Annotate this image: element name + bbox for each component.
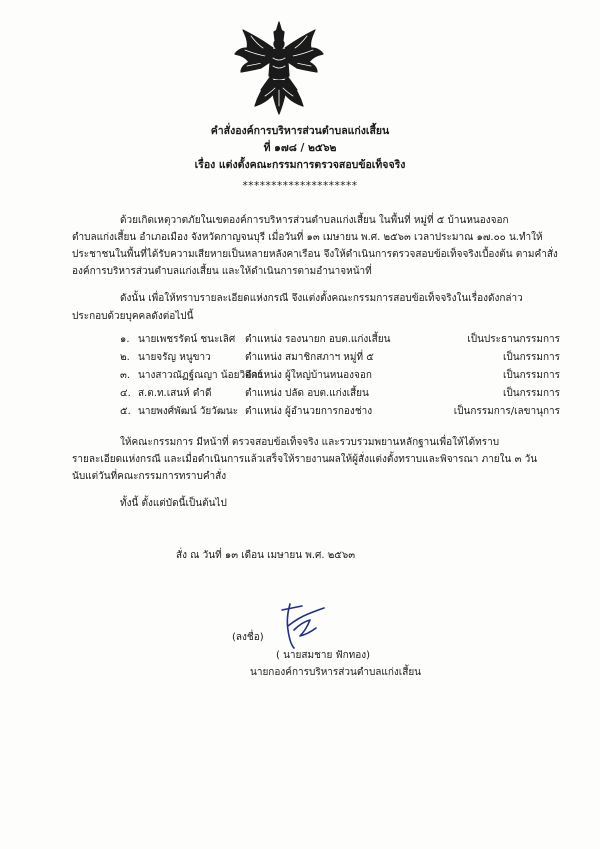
member-position: ตำแหน่ง ปลัด อบต.แก่งเสี้ยน: [245, 388, 369, 399]
paragraph-1-line-1: ด้วยเกิดเหตุวาตภัยในเขตองค์การบริหารส่วนตำบลแก่งเสี้ยน ในพื้นที่ หมู่ที่ ๕ บ้านหนองจอก: [120, 215, 509, 226]
signed-label: (ลงชื่อ): [232, 632, 264, 643]
signer-name: ( นายสมชาย ฟักทอง): [276, 650, 371, 661]
order-title: คำสั่งองค์การบริหารส่วนตำบลแก่งเสี้ยน: [210, 125, 390, 137]
signer-title: นายกองค์การบริหารส่วนตำบลแก่งเสี้ยน: [250, 667, 422, 678]
member-index: ๔.: [120, 388, 131, 399]
member-row: [120, 350, 560, 364]
paragraph-1-line-2: ตำบลแก่งเสี้ยน อำเภอเมือง จังหวัดกาญจนบุรี เมื่อวันที่ ๑๓ เมษายน พ.ศ. ๒๕๖๓ เวลาประมาณ ๑๗.๐๐ น.ทำให้: [72, 232, 543, 243]
member-position: ตำแหน่ง รองนายก อบต.แก่งเสี้ยน: [245, 334, 391, 345]
member-row: [120, 404, 560, 418]
member-position: ตำแหน่ง สมาชิกสภาฯ หมู่ที่ ๕: [245, 352, 374, 363]
member-position: ตำแหน่ง ผู้ใหญ่บ้านหนองจอก: [245, 370, 372, 381]
member-index: ๓.: [120, 370, 131, 381]
member-row: [120, 368, 560, 382]
member-row: [120, 332, 560, 346]
member-index: ๒.: [120, 352, 130, 363]
paragraph-3-line-2: รายละเอียดแห่งกรณี และเมื่อดำเนินการแล้วเสร็จให้รายงานผลให้ผู้สั่งแต่งตั้งทราบและพิจารณา ภายใน ๓ วัน: [72, 454, 538, 465]
order-subject: เรื่อง แต่งตั้งคณะกรรมการตรวจสอบข้อเท็จจริง: [194, 159, 406, 171]
member-role: เป็นกรรมการ: [502, 388, 560, 399]
member-index: ๕.: [120, 406, 131, 417]
paragraph-1-line-4: องค์การบริหารส่วนตำบลแก่งเสี้ยน และให้ดำเนินการตามอำนาจหน้าที่: [72, 266, 372, 277]
member-name: นายเพชรรัตน์ ชนะเลิศ: [138, 334, 236, 345]
member-name: นางสาวณัฏฐ์ณญา น้อยวิจิตร์: [138, 370, 263, 381]
member-name: นายพงศ์พัฒน์ วัยวัฒนะ: [138, 406, 239, 417]
member-role: เป็นกรรมการ/เลขานุการ: [453, 406, 560, 417]
garuda-emblem-icon: [229, 18, 329, 118]
paragraph-2-line-1: ดังนั้น เพื่อให้ทราบรายละเอียดแห่งกรณี จึงแต่งตั้งคณะกรรมการสอบข้อเท็จจริงในเรื่องดังกล่าว: [120, 293, 523, 304]
paragraph-3-line-3: นับแต่วันที่คณะกรรมการทราบคำสั่ง: [72, 471, 227, 482]
separator: ********************: [242, 180, 358, 192]
member-role: เป็นกรรมการ: [502, 352, 560, 363]
paragraph-1-line-3: ประชาชนในพื้นที่ได้รับความเสียหายเป็นหลายหลังคาเรือน จึงให้ดำเนินการตรวจสอบข้อเท็จจริงเบื้องต้น ตามคำสั่ง: [72, 249, 558, 260]
paragraph-2-line-2: ประกอบด้วยบุคคลดังต่อไปนี้: [72, 311, 194, 322]
order-number: ที่ ๑๗๘ / ๒๕๖๒: [263, 142, 337, 154]
handwritten-signature-icon: [268, 600, 338, 652]
dateline: สั่ง ณ วันที่ ๑๓ เดือน เมษายน พ.ศ. ๒๕๖๓: [176, 550, 356, 561]
member-name: นายจรัญ หนูขาว: [138, 352, 211, 363]
member-role: เป็นกรรมการ: [502, 370, 560, 381]
paragraph-3-line-1: ให้คณะกรรมการ มีหน้าที่ ตรวจสอบข้อเท็จจริง และรวบรวมพยานหลักฐานเพื่อให้ได้ทราบ: [120, 437, 500, 448]
member-position: ตำแหน่ง ผู้อำนวยการกองช่าง: [245, 406, 373, 417]
paragraph-4: ทั้งนี้ ตั้งแต่บัดนี้เป็นต้นไป: [120, 498, 227, 509]
member-index: ๑.: [120, 334, 130, 345]
member-role: เป็นประธานกรรมการ: [467, 334, 560, 345]
member-row: [120, 386, 560, 400]
member-name: ส.ต.ท.เสนห์ ดำดี: [138, 388, 212, 399]
